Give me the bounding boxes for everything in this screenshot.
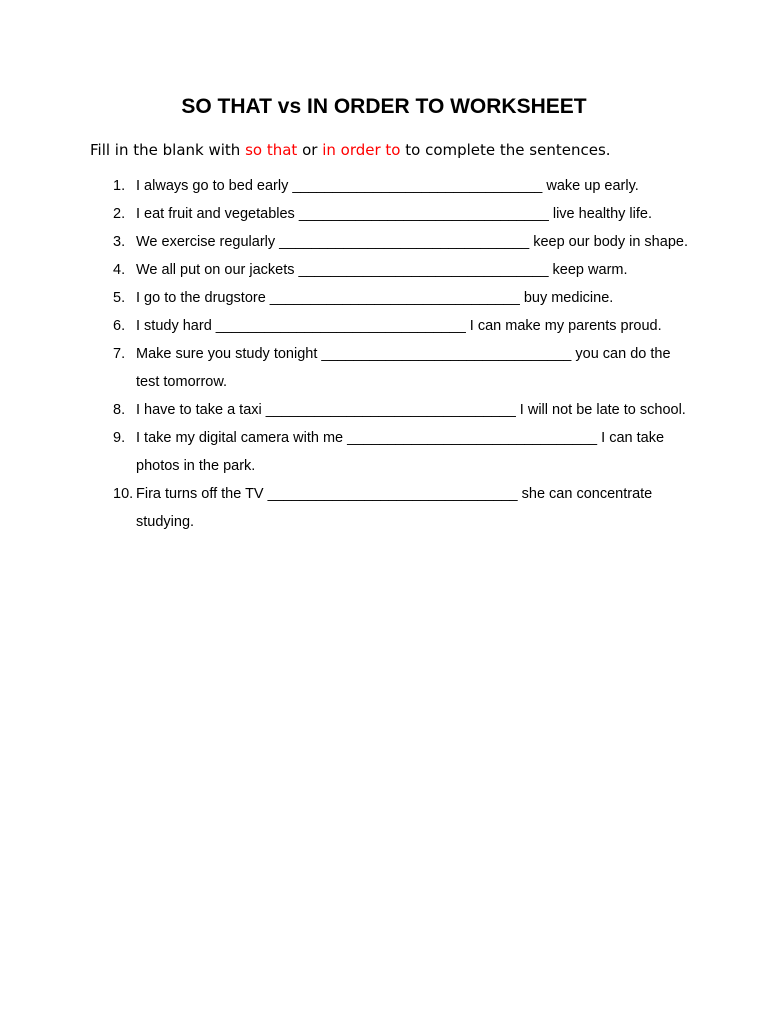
sentence-number: 7. xyxy=(113,346,126,362)
sentence-item xyxy=(0,480,768,536)
sentence-number: 6. xyxy=(113,318,126,334)
sentence-number: 4. xyxy=(113,262,126,278)
sentence-item xyxy=(0,172,768,200)
sentence-item xyxy=(0,340,768,396)
sentence-item xyxy=(0,284,768,312)
instructions xyxy=(90,138,611,162)
sentence-number: 8. xyxy=(113,402,126,418)
worksheet-title: SO THAT vs IN ORDER TO WORKSHEET xyxy=(181,95,587,118)
sentence-number: 2. xyxy=(113,206,126,222)
sentence-text: We exercise regularly _______________________________ keep our body in shape. xyxy=(136,234,688,250)
sentence-text: We all put on our jackets _______________________________ keep warm. xyxy=(136,262,628,278)
sentence-list xyxy=(0,172,768,536)
sentence-text: I have to take a taxi _______________________________ I will not be late to school. xyxy=(136,402,686,418)
sentence-item xyxy=(0,200,768,228)
sentence-item xyxy=(0,228,768,256)
instructions-suffix: to complete the sentences. xyxy=(400,141,611,159)
sentence-item xyxy=(0,424,768,480)
sentence-number: 5. xyxy=(113,290,126,306)
sentence-text: I eat fruit and vegetables _______________________________ live healthy life. xyxy=(136,206,652,222)
sentence-item xyxy=(0,396,768,424)
option-in-order-to: in order to xyxy=(322,141,401,159)
sentence-text: Fira turns off the TV _______________________________ she can concentrate studying. xyxy=(136,486,653,530)
sentence-text: I always go to bed early _______________________________ wake up early. xyxy=(136,178,639,194)
instructions-connector: or xyxy=(297,141,323,159)
sentence-item xyxy=(0,312,768,340)
sentence-text: I study hard _______________________________ I can make my parents proud. xyxy=(136,318,662,334)
sentence-number: 9. xyxy=(113,430,126,446)
option-so-that: so that xyxy=(245,141,298,159)
sentence-number: 1. xyxy=(113,178,126,194)
sentence-text: Make sure you study tonight _______________________________ you can do the test tomorrow. xyxy=(136,346,671,390)
sentence-number: 10. xyxy=(113,486,134,502)
instructions-prefix: Fill in the blank with xyxy=(90,141,246,159)
sentence-number: 3. xyxy=(113,234,126,250)
sentence-text: I go to the drugstore _______________________________ buy medicine. xyxy=(136,290,614,306)
sentence-item xyxy=(0,256,768,284)
sentence-text: I take my digital camera with me _______________________________ I can take photos in the park. xyxy=(136,430,665,474)
